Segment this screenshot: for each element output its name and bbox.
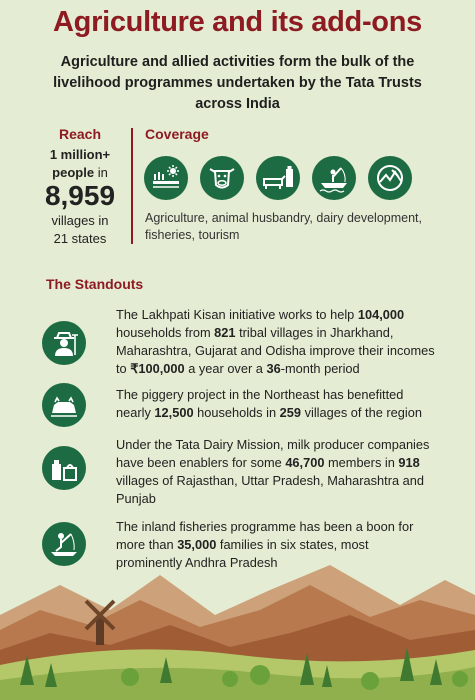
coverage-text: Agriculture, animal husbandry, dairy development, fisheries, tourism	[145, 211, 422, 242]
milk-icon	[42, 446, 86, 490]
reach-heading: Reach	[58, 126, 102, 142]
reach-states: 21 states	[53, 231, 107, 246]
agriculture-icon	[144, 156, 188, 200]
tourism-icon	[368, 156, 412, 200]
standout-item: Under the Tata Dairy Mission, milk producer companies have been enablers for some 46,700 members in 918 villages of Rajasthan, Uttar Pradesh, Maharashtra and Punjab	[116, 437, 430, 506]
fisheries-icon	[312, 156, 356, 200]
reach-villages-label: villages in	[51, 213, 109, 228]
reach-people-in: in	[97, 165, 108, 180]
standout-item: The inland fisheries programme has been a boon for more than 35,000 families in six states, most prominently Andhra Pradesh	[116, 519, 414, 570]
page-title: Agriculture and its add-ons	[53, 6, 422, 38]
intro-text: Agriculture and allied activities form the bulk of the livelihood programmes undertaken by the Tata Trusts across India	[53, 54, 422, 112]
standouts-heading: The Standouts	[46, 276, 144, 292]
coverage-heading: Coverage	[145, 126, 209, 142]
reach-people	[20, 146, 140, 182]
cow-icon	[200, 156, 244, 200]
reach-villages-count: 8,959	[44, 180, 116, 211]
standout-item: The piggery project in the Northeast has benefitted nearly 12,500 households in 259 villages of the region	[116, 387, 422, 420]
standout-item: The Lakhpati Kisan initiative works to help 104,000 households from 821 tribal villages in Jharkhand, Maharashtra, Gujarat and Odisha improve their incomes to ₹100,000 a year over a 36-month period	[116, 307, 435, 376]
reach-villages-states	[20, 212, 140, 248]
reach-divider	[131, 128, 133, 244]
piggery-icon	[42, 383, 86, 427]
landscape-illustration	[0, 555, 475, 700]
dairy-icon	[256, 156, 300, 200]
farmer-icon	[42, 321, 86, 365]
reach-people-count: 1 million+	[49, 147, 111, 162]
reach-people-word: people	[52, 165, 95, 180]
